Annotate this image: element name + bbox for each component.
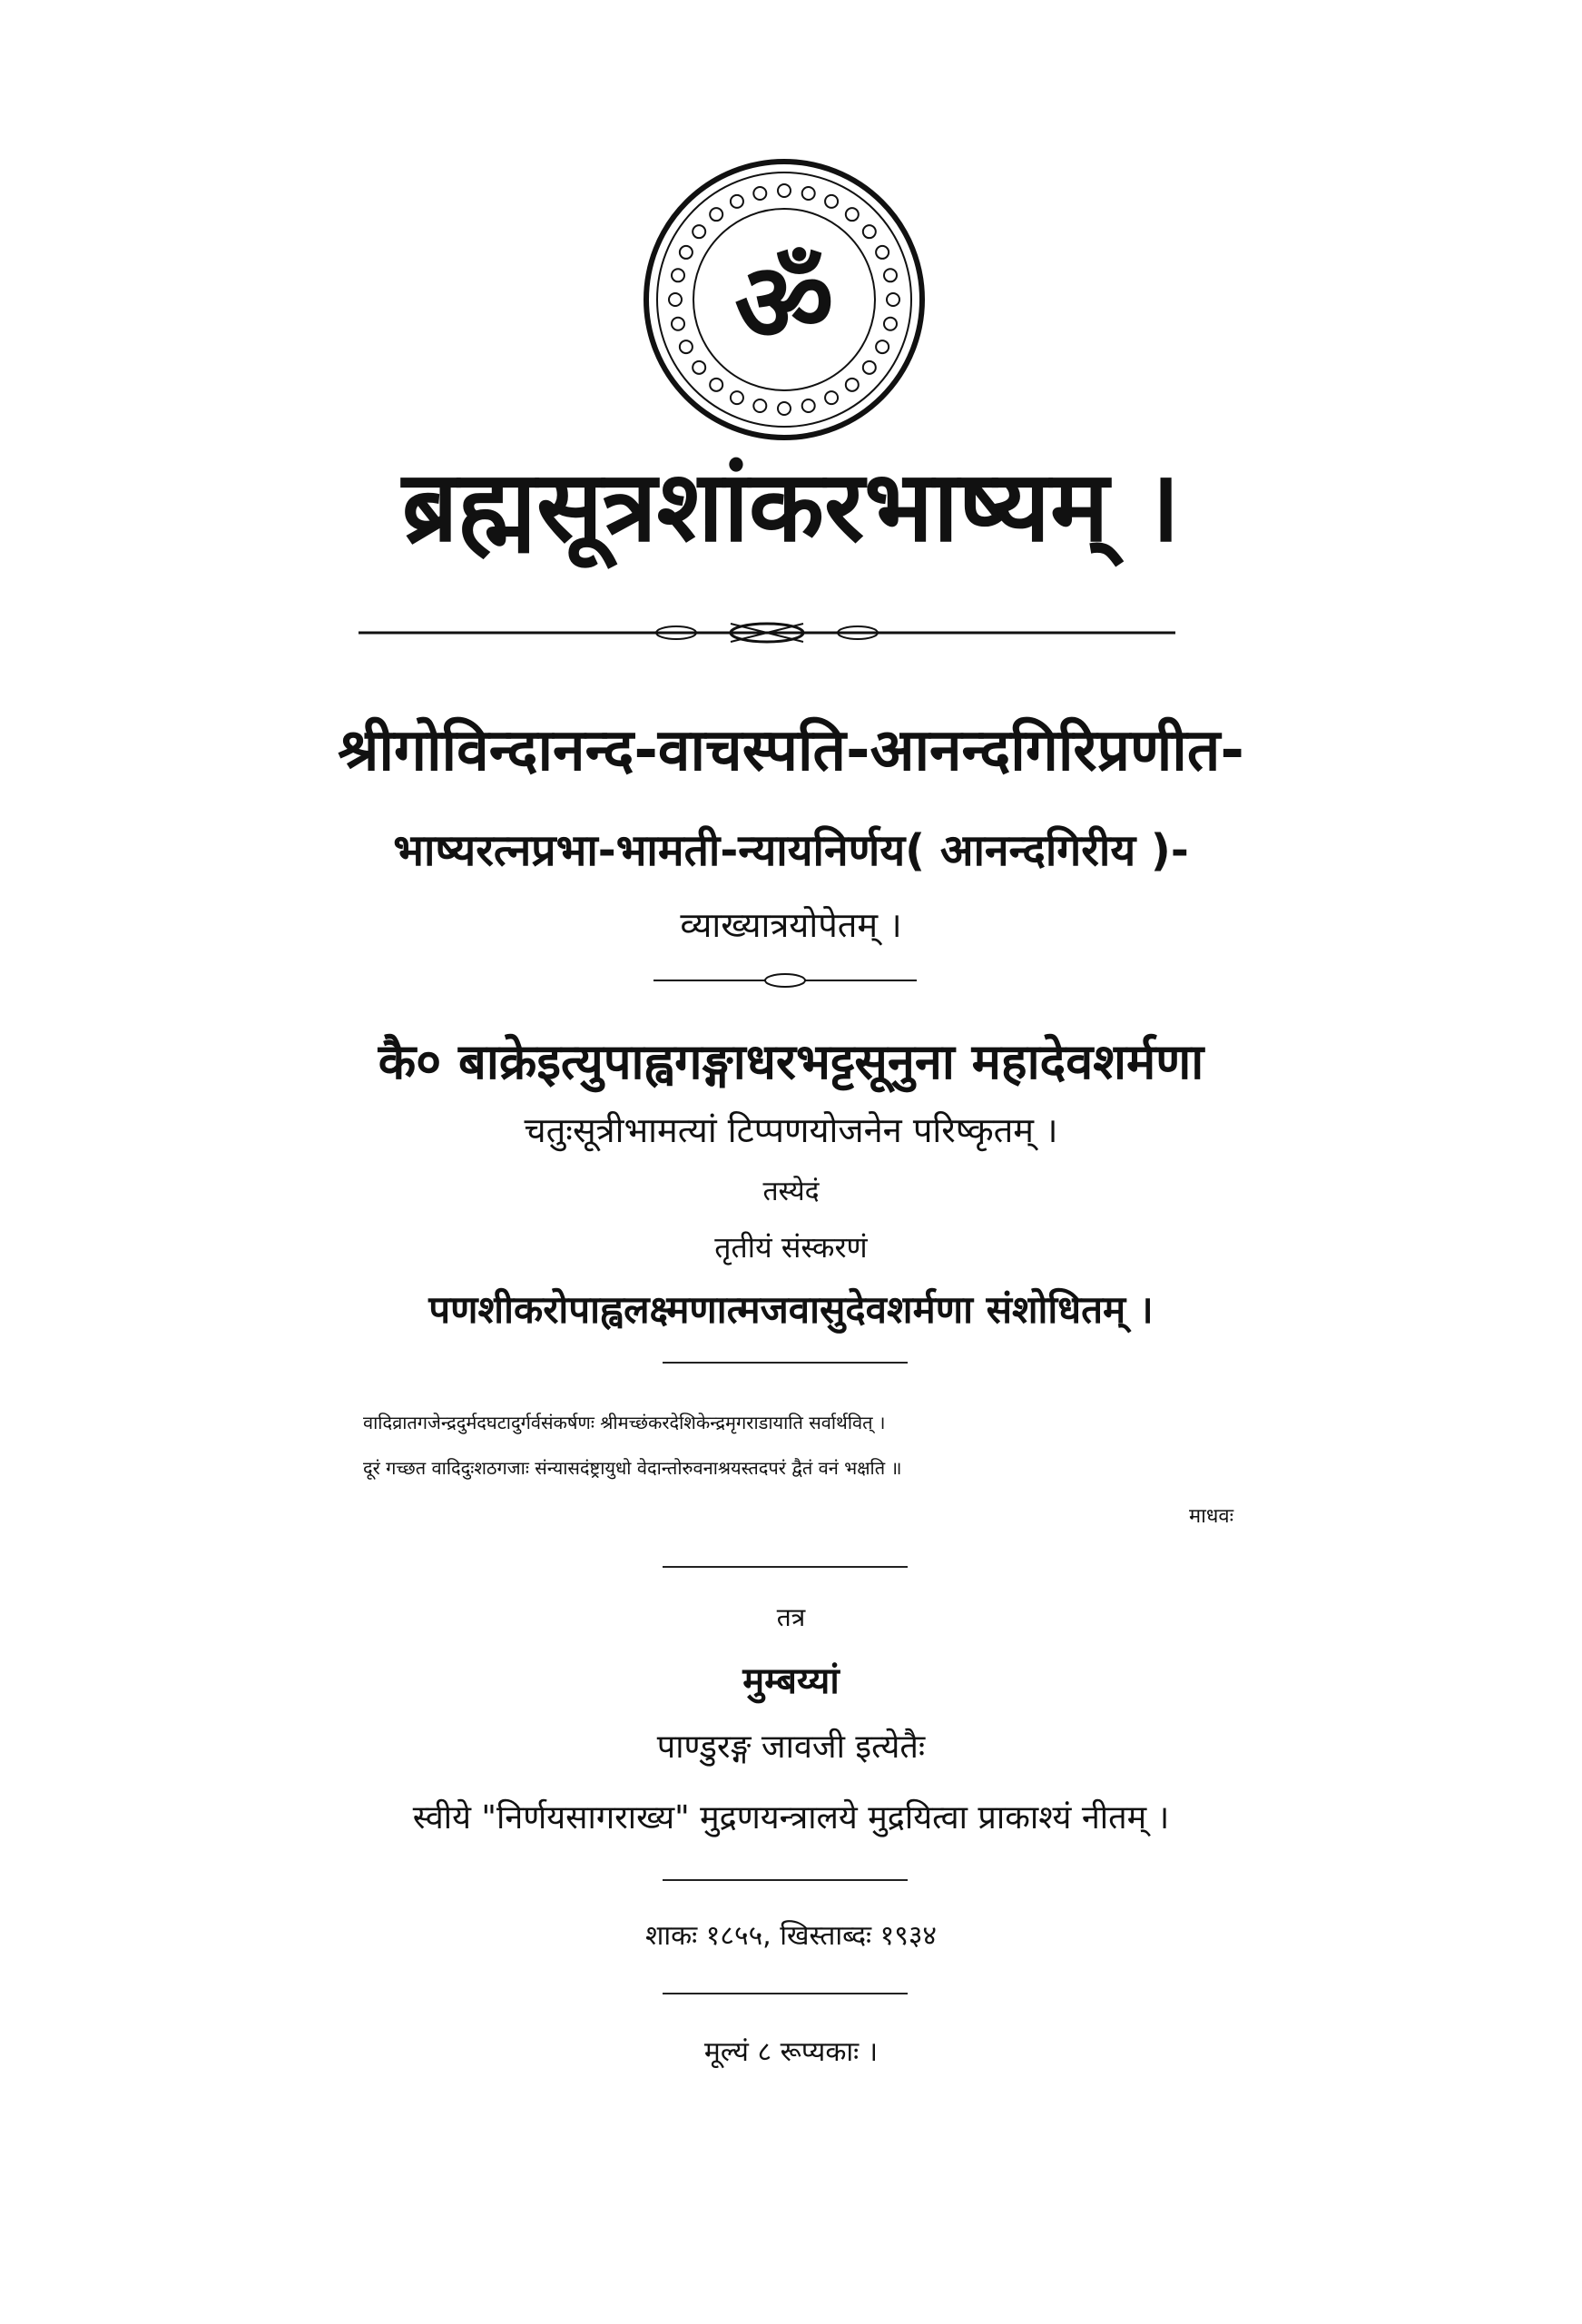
seal-bead	[672, 318, 684, 330]
seal-bead	[863, 361, 876, 374]
seal-bead	[825, 391, 838, 404]
pub-publisher: पाण्डुरङ्ग जावजी इत्येतैः	[656, 1728, 926, 1766]
seal-bead	[884, 269, 897, 281]
pub-press: स्वीये "निर्णयसागराख्य" मुद्रणयन्त्रालये मुद्रयित्वा प्राकाश्यं नीतम् ।	[412, 1799, 1170, 1837]
pub-date: शाकः १८५५, खिस्ताब्दः १९३४	[644, 1920, 938, 1952]
seal-bead	[887, 293, 899, 306]
commentary-count: व्याख्यात्रयोपेतम् ।	[680, 905, 902, 945]
commentary-authors: श्रीगोविन्दानन्द-वाचस्पति-आनन्दगिरिप्रणीत-	[338, 717, 1244, 784]
tasyedam: तस्येदं	[762, 1176, 820, 1207]
verse-line-1: वादिव्रातगजेन्द्रदुर्मदघटादुर्गर्वसंकर्षणः श्रीमच्छंकरदेशिकेन्द्रमृगराडायाति सर्वार्थवित् ।	[363, 1412, 886, 1433]
divider-rule	[663, 1362, 908, 1364]
divider-rule	[663, 1566, 908, 1568]
seal-bead	[731, 391, 743, 404]
seal-bead	[693, 361, 705, 374]
verse-attribution: माधवः	[1189, 1505, 1234, 1528]
om-seal-icon	[639, 154, 929, 445]
seal-bead	[802, 187, 815, 200]
seal-bead	[753, 187, 766, 200]
seal-bead	[753, 399, 766, 412]
seal-bead	[802, 399, 815, 412]
seal-bead	[731, 195, 743, 208]
editor-note: चतुःसूत्रीभामत्यां टिप्पणयोजनेन परिष्कृतम् ।	[524, 1110, 1058, 1150]
editor-name: कै० बाक्रेइत्युपाह्वगङ्गाधरभट्टसूनुना महादेवशर्मणा	[378, 1033, 1204, 1090]
edition-label: तृतीयं संस्करणं	[714, 1230, 868, 1265]
seal-bead	[778, 184, 791, 197]
ornamental-divider	[359, 619, 1175, 646]
seal-bead	[693, 225, 705, 238]
seal-bead	[710, 379, 722, 391]
seal-bead	[669, 293, 682, 306]
pub-tatra: तत्र	[776, 1602, 806, 1632]
seal-bead	[680, 340, 693, 353]
seal-bead	[876, 340, 889, 353]
divider-rule	[663, 1993, 908, 1994]
verse-line-2: दूरं गच्छत वादिदुःशठगजाः संन्यासदंष्ट्रायुधो वेदान्तोरुवनाश्रयस्तदपरं द्वैतं वनं भक्षति ॥	[363, 1457, 902, 1479]
reviser-name: पणशीकरोपाह्वलक्ष्मणात्मजवासुदेवशर्मणा संशोधितम् ।	[428, 1287, 1154, 1332]
seal-bead	[778, 402, 791, 415]
seal-bead	[846, 379, 859, 391]
om-symbol: ॐ	[734, 241, 834, 367]
seal-bead	[846, 208, 859, 221]
book-title: ब्रह्मसूत्रशांकरभाष्यम् ।	[401, 450, 1181, 564]
pub-city: मुम्बय्यां	[742, 1660, 840, 1702]
seal-bead	[863, 225, 876, 238]
seal-bead	[884, 318, 897, 330]
seal-bead	[876, 246, 889, 259]
price: मूल्यं ८ रूप्यकाः ।	[703, 2036, 879, 2068]
divider-rule	[663, 1879, 908, 1881]
seal-bead	[825, 195, 838, 208]
seal-bead	[710, 208, 722, 221]
small-ornament	[653, 971, 917, 990]
commentary-names: भाष्यरत्नप्रभा-भामती-न्यायनिर्णय( आनन्दगिरीय )-	[393, 825, 1189, 876]
seal-bead	[680, 246, 693, 259]
seal-bead	[672, 269, 684, 281]
